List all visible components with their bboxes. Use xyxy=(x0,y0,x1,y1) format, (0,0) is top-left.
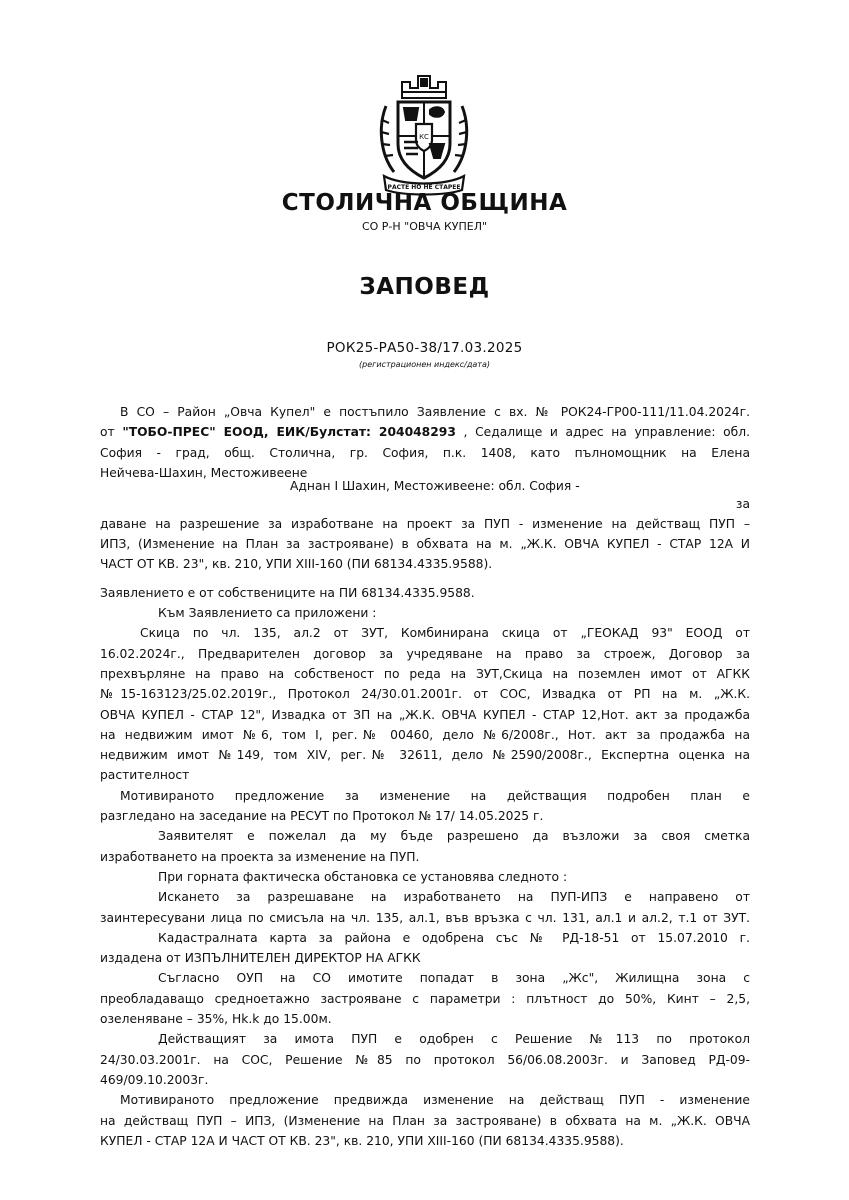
paragraph-line: растителност xyxy=(100,768,190,783)
sofia-coat-of-arms-icon xyxy=(372,68,476,196)
paragraph-line: София - град, общ. Столична, гр. София, п.к. 1408, като пълномощник на Елена xyxy=(100,445,750,460)
paragraph-line: заинтересувани лица по смисъла на чл. 135, ал.1, във връзка с чл. 131, ал.1 и ал.2, т.1 от ЗУТ. xyxy=(100,910,750,925)
paragraph-line: ИПЗ, (Изменение на План за застрояване) в обхвата на м. „Ж.К. ОВЧА КУПЕЛ - СТАР 12А И xyxy=(100,537,750,552)
paragraph-line: Мотивираното предложение предвижда изменение на действащ ПУП - изменение xyxy=(120,1093,750,1108)
text-fragment: за xyxy=(735,496,750,511)
paragraph-line: Заявителят е пожелал да му бъде разрешено да възложи за своя сметка xyxy=(158,829,750,844)
paragraph-line: 24/30.03.2001г. на СОС, Решение №85 по протокол 56/06.08.2003г. и Заповед РД-09- xyxy=(100,1052,750,1067)
municipality-name: СТОЛИЧНА ОБЩИНА xyxy=(281,190,568,216)
paragraph-line: При горната фактическа обстановка се установява следното : xyxy=(158,869,568,884)
district-name: СО Р-Н "ОВЧА КУПЕЛ" xyxy=(361,220,488,233)
paragraph-line: №15-163123/25.02.2019г., Протокол 24/30.01.2001г. от СОС, Извадка от РП на м. „Ж.К. xyxy=(100,687,750,702)
paragraph-line: В СО – Район „Овча Купел" е постъпило Заявление с вх. № РОК24-ГР00-111/11.04.2024г. xyxy=(120,405,750,419)
paragraph-line: Заявлението е от собствениците на ПИ 68134.4335.9588. xyxy=(100,585,475,600)
svg-text:РАСТЕ НО НЕ СТАРЕЕ: РАСТЕ НО НЕ СТАРЕЕ xyxy=(387,184,461,191)
paragraph-line: даване на разрешение за изработване на проект за ПУП - изменение на действащ ПУП – xyxy=(100,516,750,531)
paragraph-line: Мотивираното предложение за изменение на действащия подробен план е xyxy=(120,788,750,803)
paragraph-line: изработването на проекта за изменение на ПУП. xyxy=(100,849,420,864)
paragraph-line: Към Заявлението са приложени : xyxy=(158,606,377,621)
paragraph-line: 16.02.2024г., Предварителен договор за учредяване на право за строеж, Договор за xyxy=(100,646,750,661)
redacted-row xyxy=(100,472,750,498)
paragraph-line: Съгласно ОУП на СО имотите попадат в зона „Жс", Жилищна зона с xyxy=(158,971,750,986)
paragraph-line: Нейчева-Шахин, Местоживеене xyxy=(100,465,308,480)
paragraph-line: КУПЕЛ - СТАР 12А И ЧАСТ ОТ КВ. 23", кв. 210, УПИ XIII-160 (ПИ 68134.4335.9588). xyxy=(100,1133,624,1148)
paragraph-line: ЧАСТ ОТ КВ. 23", кв. 210, УПИ XIII-160 (ПИ 68134.4335.9588). xyxy=(100,557,493,572)
paragraph-line: Действащият за имота ПУП е одобрен с Решение №113 по протокол xyxy=(158,1032,750,1047)
paragraph-line: озеленяване – 35%, Hk.k до 15.00м. xyxy=(100,1012,332,1027)
paragraph-line: издадена от ИЗПЪЛНИТЕЛЕН ДИРЕКТОР НА АГКК xyxy=(100,951,421,966)
paragraph-line: Кадастралната карта за района е одобрена със № РД-18-51 от 15.07.2010 г. xyxy=(158,930,750,945)
svg-text:КС: КС xyxy=(419,133,429,141)
paragraph-line: прехвърляне на право на собственост по реда на ЗУТ,Скица на поземлен имот от АГКК xyxy=(100,666,750,681)
paragraph-line: ОВЧА КУПЕЛ - СТАР 12", Извадка от ЗП на „Ж.К. ОВЧА КУПЕЛ - СТАР 12,Нот. акт за продажба xyxy=(100,707,750,722)
registration-number: РОК25-РА50-38/17.03.2025 xyxy=(326,340,523,356)
document-title: ЗАПОВЕД xyxy=(359,274,490,300)
paragraph-line: Искането за разрешаване на изработването на ПУП-ИПЗ е направено от xyxy=(158,890,750,905)
paragraph-line xyxy=(100,422,750,442)
paragraph-line: на действащ ПУП – ИПЗ, (Изменение на План за застрояване) в обхвата на м. „Ж.К. ОВЧА xyxy=(100,1113,750,1128)
spacer xyxy=(100,575,750,583)
company-name: "ТОБО-ПРЕС" ЕООД, ЕИК/Булстат: 204048293 xyxy=(122,425,456,440)
paragraph-line: 469/09.10.2003г. xyxy=(100,1072,209,1087)
document-body xyxy=(100,402,750,1151)
paragraph-line: разгледано на заседание на РЕСУТ по Протокол № 17/ 14.05.2025 г. xyxy=(100,809,544,824)
paragraph-line: недвижим имот №149, том XIV, рег.№ 32611, дело №2590/2008г., Експертна оценка на xyxy=(100,748,750,763)
paragraph-line: Скица по чл. 135, ал.2 от ЗУТ, Комбинирана скица от „ГЕОКАД 93" ЕООД от xyxy=(140,626,750,641)
text-fragment: , Седалище и адрес на управление: обл. xyxy=(463,425,751,440)
registration-caption: (регистрационен индекс/дата) xyxy=(359,360,490,369)
paragraph-line: преобладаващо средноетажно застрояване с параметри : плътност до 50%, Кинт – 2,5, xyxy=(100,991,750,1006)
text-fragment: от xyxy=(100,425,115,440)
paragraph-line-end xyxy=(100,498,750,514)
paragraph-line: на недвижим имот №6, том I, рег.№ 00460, дело №6/2008г., Нот. акт за продажба на xyxy=(100,727,750,742)
paragraph-line: Аднан I Шахин, Местоживеене: обл. София - xyxy=(290,478,580,493)
